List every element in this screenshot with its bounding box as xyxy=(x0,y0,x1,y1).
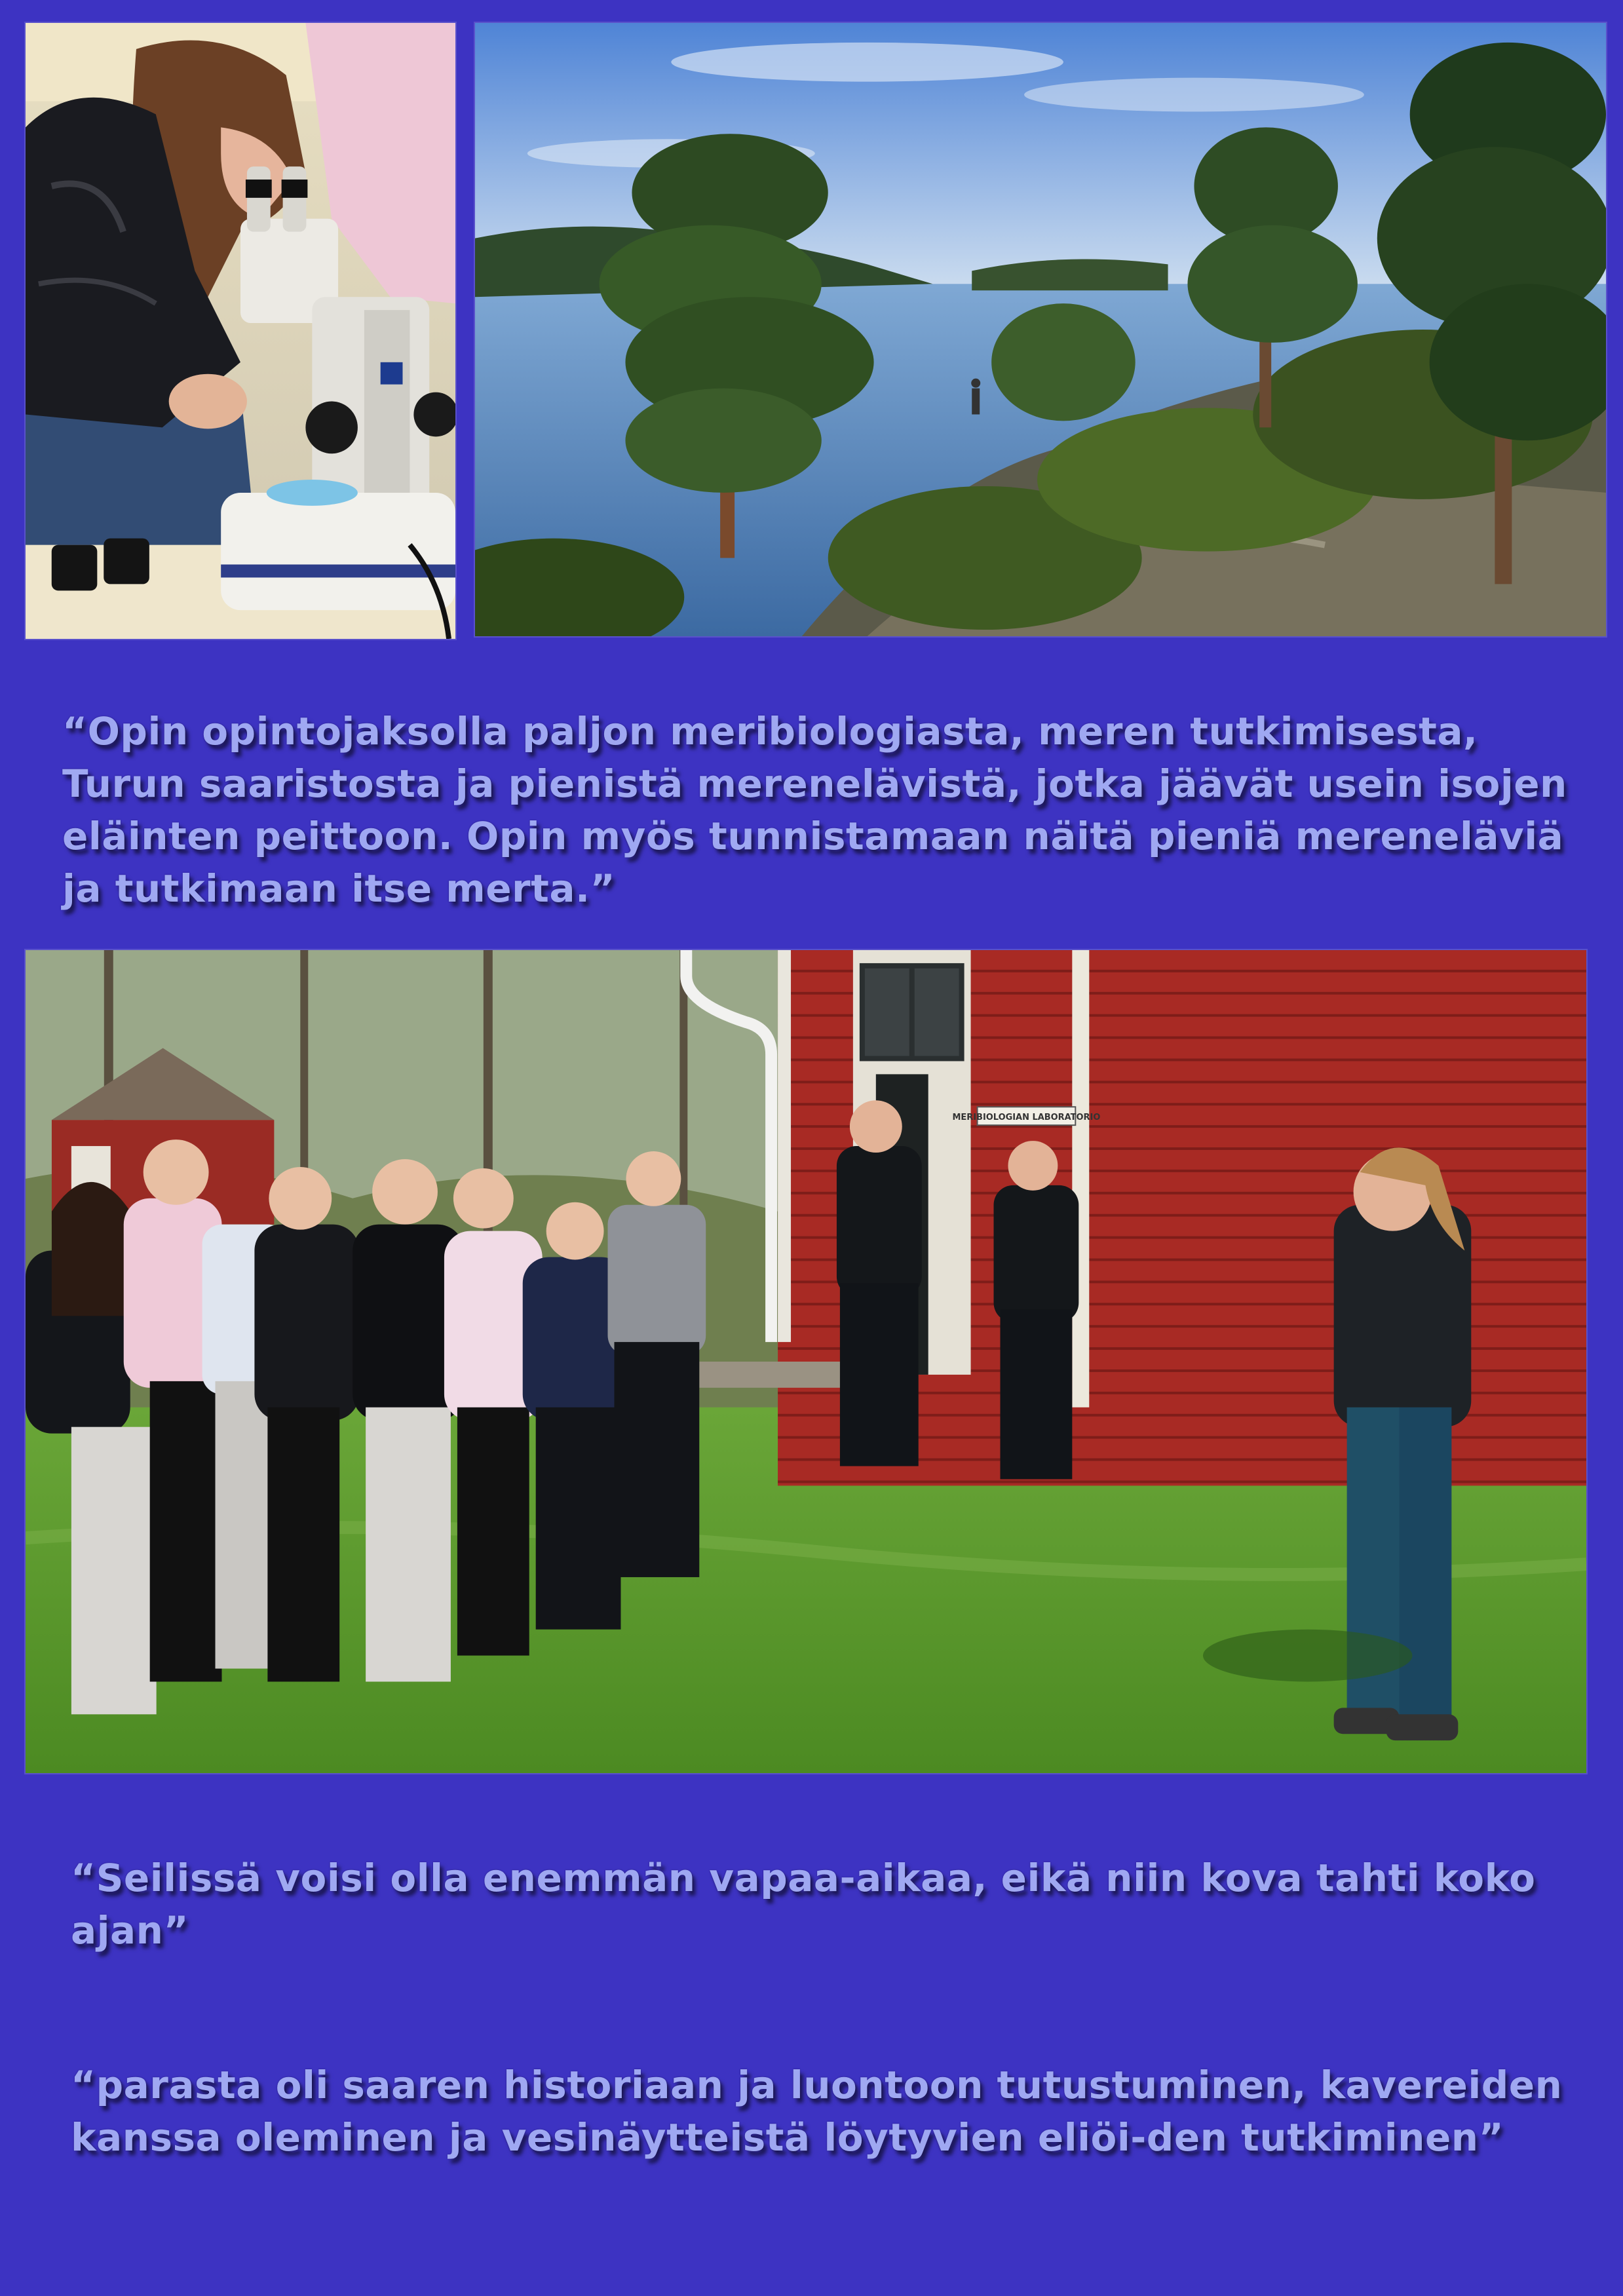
group-photo xyxy=(24,949,1588,1774)
microscope-photo-illustration xyxy=(26,23,455,639)
archipelago-photo xyxy=(474,22,1607,638)
building-sign: MERIBIOLOGIAN LABORATORIO xyxy=(952,1113,1101,1123)
group-photo-illustration xyxy=(26,950,1586,1773)
quote-free-time: “Seilissä voisi olla enemmän vapaa-aikaa, eikä niin kova tahti koko ajan” xyxy=(71,1856,1536,1953)
microscope-photo xyxy=(24,22,457,640)
quote-best-part: “parasta oli saaren historiaan ja luontoon tutustuminen, kavereiden kanssa oleminen ja vesinäytteistä löytyvien eliöi-den tutkiminen” xyxy=(71,2063,1563,2160)
quote-learning: “Opin opintojaksolla paljon meribiologiasta, meren tutkimisesta, Turun saaristosta ja pienistä merenelävistä, jotka jäävät usein isojen eläinten peittoon. Opin myös tunnistamaan näitä pieniä mereneläviä ja tutkimaan itse merta.” xyxy=(62,709,1567,911)
archipelago-photo-illustration xyxy=(475,23,1606,636)
